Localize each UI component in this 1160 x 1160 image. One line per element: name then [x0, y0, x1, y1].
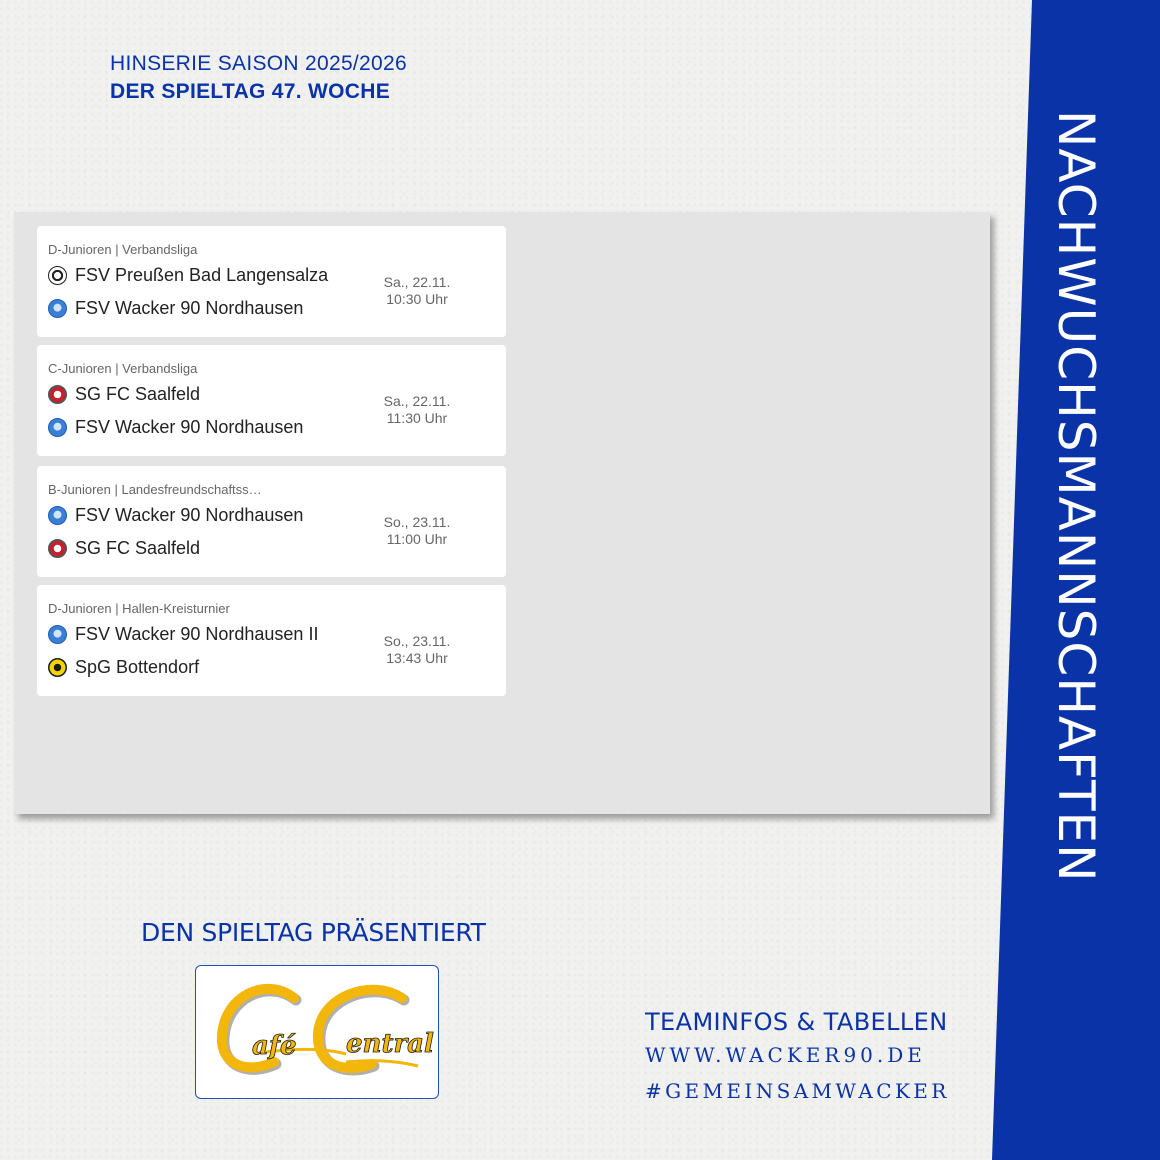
away-team-name: SpG Bottendorf — [75, 656, 200, 677]
home-team — [48, 383, 200, 405]
wacker-crest-icon — [48, 418, 67, 437]
away-team — [48, 656, 199, 678]
match-league: C-Junioren | Verbandsliga — [48, 361, 198, 376]
sponsor-heading: DEN SPIELTAG PRÄSENTIERT — [141, 918, 486, 947]
wacker-crest-icon — [48, 625, 67, 644]
home-team-name: FSV Wacker 90 Nordhausen II — [75, 623, 319, 644]
bottendorf-crest-icon — [48, 658, 67, 677]
match-card[interactable] — [37, 345, 506, 456]
logo-text-central: entral — [346, 1029, 434, 1059]
home-team-name: FSV Preußen Bad Langensalza — [75, 264, 329, 285]
season-title: HINSERIE SAISON 2025/2026 — [110, 52, 407, 75]
teaminfos-label: TEAMINFOS & TABELLEN — [645, 1008, 948, 1036]
away-team-name: SG FC Saalfeld — [75, 537, 201, 558]
home-team — [48, 504, 303, 526]
matchday-title: DER SPIELTAG 47. WOCHE — [110, 80, 391, 103]
away-team — [48, 416, 303, 438]
match-card[interactable] — [37, 585, 506, 696]
match-datetime — [377, 393, 457, 427]
side-title: NACHWUCHSMANNSCHAFTEN — [1047, 110, 1105, 883]
match-league: D-Junioren | Hallen-Kreisturnier — [48, 601, 230, 616]
match-card[interactable] — [37, 226, 506, 337]
match-datetime — [377, 633, 457, 667]
match-date: Sa., 22.11. — [383, 274, 451, 290]
home-team — [48, 264, 328, 286]
preussen-crest-icon — [48, 266, 67, 285]
away-team — [48, 537, 200, 559]
match-date: So., 23.11. — [383, 633, 451, 649]
logo-text-cafe: afé — [252, 1031, 297, 1061]
match-time: 10:30 Uhr — [386, 291, 448, 307]
match-time: 11:30 Uhr — [386, 410, 448, 426]
home-team-name: SG FC Saalfeld — [75, 383, 201, 404]
match-card[interactable] — [37, 466, 506, 577]
wacker-crest-icon — [48, 506, 67, 525]
hashtag-text: #GEMEINSAMWACKER — [645, 1079, 950, 1103]
home-team — [48, 623, 318, 645]
website-link[interactable]: WWW.WACKER90.DE — [645, 1043, 926, 1067]
saalfeld-crest-icon — [48, 539, 67, 558]
match-league: B-Junioren | Landesfreundschaftss… — [48, 482, 262, 497]
match-league: D-Junioren | Verbandsliga — [48, 242, 198, 257]
away-team — [48, 297, 303, 319]
cafe-central-logo — [196, 966, 439, 1099]
away-team-name: FSV Wacker 90 Nordhausen — [75, 416, 304, 437]
away-team-name: FSV Wacker 90 Nordhausen — [75, 297, 304, 318]
wacker-crest-icon — [48, 299, 67, 318]
match-datetime — [377, 514, 457, 548]
saalfeld-crest-icon — [48, 385, 67, 404]
sponsor-logo-box[interactable] — [195, 965, 439, 1099]
match-time: 13:43 Uhr — [386, 650, 448, 666]
match-datetime — [377, 274, 457, 308]
match-date: Sa., 22.11. — [383, 393, 451, 409]
match-date: So., 23.11. — [383, 514, 451, 530]
home-team-name: FSV Wacker 90 Nordhausen — [75, 504, 304, 525]
match-time: 11:00 Uhr — [386, 531, 448, 547]
